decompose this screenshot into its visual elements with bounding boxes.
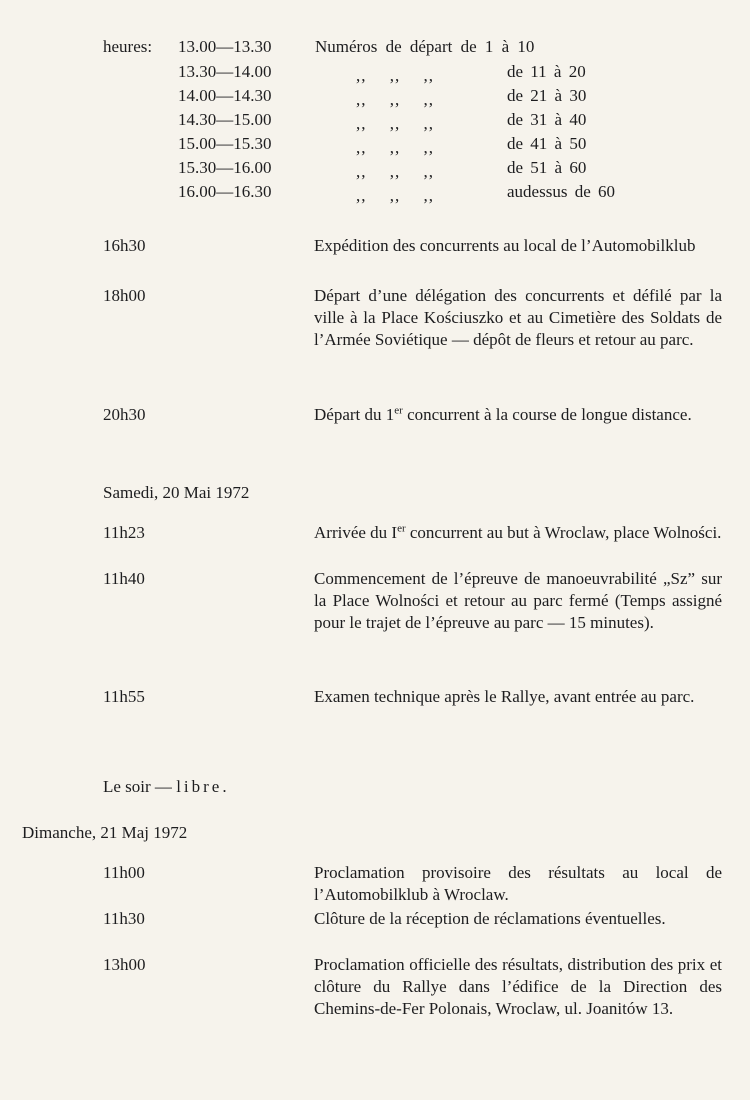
ditto-marks: ,, ,, ,, [356, 162, 434, 181]
slot-range: de 11 à 20 [507, 62, 586, 81]
event-time: 16h30 [103, 236, 146, 255]
event-time: 20h30 [103, 405, 146, 424]
event-description: Clôture de la réception de réclamations éventuelles. [314, 909, 666, 928]
event-time: 18h00 [103, 286, 146, 305]
slot-text: Numéros de départ de 1 à 10 [315, 37, 535, 56]
slot-time: 14.00—14.30 [178, 86, 272, 105]
slot-range: de 51 à 60 [507, 158, 587, 177]
event-description: Proclamation officielle des résultats, distribution des prix et clôture du Rallye dans l’édifice de la Direction des Chemins-de-Fer Polonais, Wroclaw, ul. Joanitów 13. [314, 955, 722, 1019]
ditto-marks: ,, ,, ,, [356, 114, 434, 133]
slot-time: 13.30—14.00 [178, 62, 272, 81]
event-time: 11h23 [103, 523, 145, 542]
ditto-marks: ,, ,, ,, [356, 90, 434, 109]
slot-time: 15.00—15.30 [178, 134, 272, 153]
ditto-marks: ,, ,, ,, [356, 186, 434, 205]
slot-range: de 21 à 30 [507, 86, 587, 105]
event-time: 11h55 [103, 687, 145, 706]
hours-label: heures: [103, 37, 153, 56]
ditto-marks: ,, ,, ,, [356, 138, 434, 157]
event-description: Départ d’une délégation des concurrents et défilé par la ville à la Place Kościuszko et au Cimetière des Soldats de l’Armée Soviétique — dépôt de fleurs et retour au parc. [314, 286, 722, 350]
event-time: 11h30 [103, 909, 145, 928]
slot-time: 14.30—15.00 [178, 110, 272, 129]
evening-note: Le soir — libre. [103, 777, 230, 796]
event-description: Proclamation provisoire des résultats au local de l’Automobilklub à Wroclaw. [314, 863, 722, 905]
slot-range: audessus de 60 [507, 182, 615, 201]
event-time: 11h00 [103, 863, 145, 882]
event-description: Expédition des concurrents au local de l’Automobilklub [314, 236, 696, 255]
slot-range: de 41 à 50 [507, 134, 587, 153]
slot-time: 13.00—13.30 [178, 37, 272, 56]
ditto-marks: ,, ,, ,, [356, 66, 434, 85]
event-description: Commencement de l’épreuve de manoeuvrabilité „Sz” sur la Place Wolności et retour au parc fermé (Temps assigné pour le trajet de l’épreuve au parc — 15 minutes). [314, 569, 722, 633]
day-heading: Samedi, 20 Mai 1972 [103, 483, 250, 502]
event-description: Examen technique après le Rallye, avant entrée au parc. [314, 687, 695, 706]
slot-time: 16.00—16.30 [178, 182, 272, 201]
slot-range: de 31 à 40 [507, 110, 587, 129]
event-description: Arrivée du Ier concurrent au but à Wroclaw, place Wolności. [314, 522, 722, 542]
event-time: 11h40 [103, 569, 145, 588]
day-heading: Dimanche, 21 Maj 1972 [22, 823, 188, 842]
event-time: 13h00 [103, 955, 146, 974]
slot-time: 15.30—16.00 [178, 158, 272, 177]
event-description: Départ du 1er concurrent à la course de longue distance. [314, 404, 692, 424]
